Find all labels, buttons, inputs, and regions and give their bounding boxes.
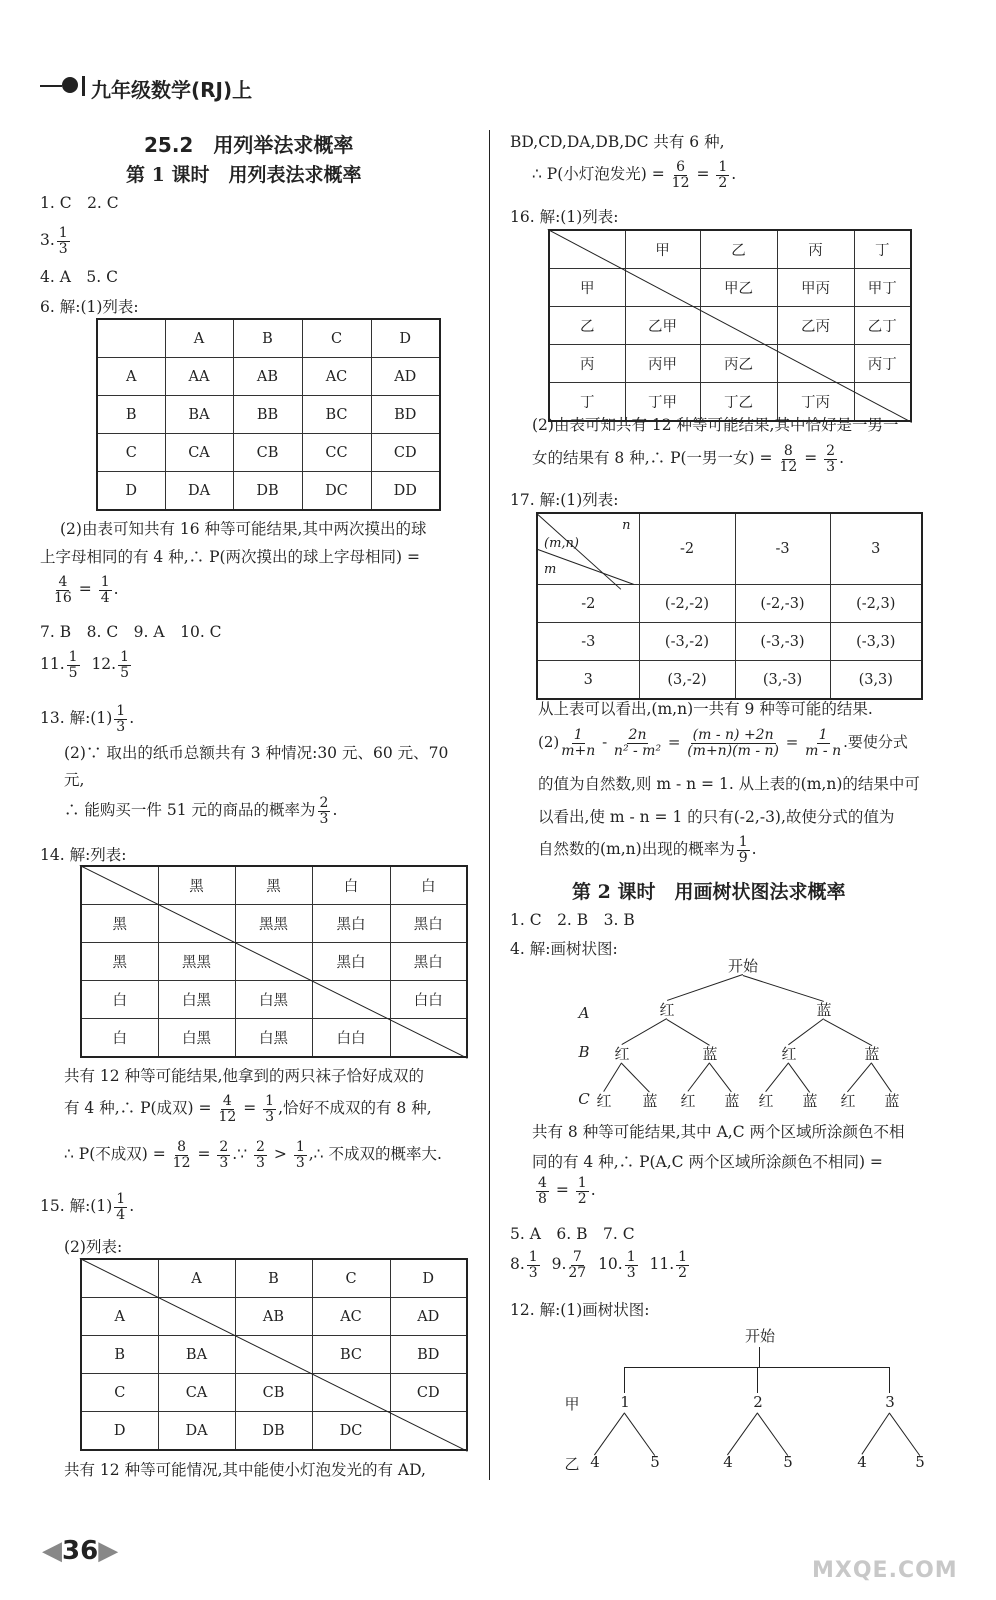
tree-branch [709, 1063, 732, 1093]
table-row [81, 1374, 467, 1412]
table-cell: 黑黑 [158, 943, 235, 981]
table-cell: 白白 [312, 1019, 390, 1058]
table-row [81, 866, 467, 905]
table-cell: 白 [390, 866, 467, 905]
tree-node: 蓝 [724, 1092, 740, 1110]
table-cell: 白 [312, 866, 390, 905]
table-cell: 黑白 [312, 905, 390, 943]
tree-branch [667, 974, 743, 1001]
q4-line1: 共有 8 种等可能结果,其中 A,C 两个区域所涂颜色不相 [532, 1123, 905, 1141]
q12-head: 12. 解:(1)画树状图: [510, 1301, 650, 1319]
table-cell: A [158, 1259, 235, 1298]
table-cell: 白 [81, 981, 158, 1019]
table-cell: 丁甲 [625, 383, 700, 422]
table-cell: 黑 [235, 866, 312, 905]
q6-part2-line1: (2)由表可知共有 16 种等可能结果,其中两次摸出的球 [60, 520, 427, 538]
table-cell: 黑白 [390, 905, 467, 943]
table-cell: AB [235, 1298, 312, 1336]
table-cell: AB [233, 358, 302, 396]
q15-continued: BD,CD,DA,DB,DC 共有 6 种, [510, 133, 725, 151]
answers-4-5: 4. A 5. C [40, 268, 118, 286]
table-cell: 白黑 [158, 981, 235, 1019]
tree-level-label: A [578, 1004, 590, 1022]
table-cell: (-3,-2) [639, 623, 735, 661]
tree-branch [824, 1019, 872, 1046]
answer-3: 3. $\frac{1}{3}$ [40, 225, 68, 257]
table-row [549, 269, 911, 307]
tree-level-label: B [578, 1043, 590, 1061]
table-cell: D [97, 472, 165, 511]
table-cell: -3 [537, 623, 639, 661]
table-cell: 白黑 [158, 1019, 235, 1058]
tree-branch [666, 1019, 710, 1046]
q16-part2-line2: 女的结果有 8 种,∴ P(一男一女) = $\frac{8}{12}$ = $\frac{2}{3}$ . [532, 443, 845, 475]
tree-branch [889, 1413, 920, 1456]
table-cell: CA [165, 434, 233, 472]
tree-branch [594, 1412, 625, 1455]
table-cell: DC [312, 1412, 390, 1451]
table-cell: 白黑 [235, 981, 312, 1019]
tree-branch [889, 1367, 890, 1393]
q6-part2-line2: 上字母相同的有 4 种,∴ P(两次摸出的球上字母相同) = [40, 548, 421, 566]
table-cell: 黑 [81, 943, 158, 981]
tree-branch [847, 1062, 872, 1092]
tree-node: 红 [781, 1045, 797, 1063]
table-cell: 甲丙 [777, 269, 854, 307]
tree-node: 蓝 [816, 1001, 832, 1019]
table-cell: B [235, 1259, 312, 1298]
lesson2-title: 第 2 课时 用画树状图法求概率 [572, 881, 846, 903]
table-cell: AD [390, 1298, 467, 1336]
tree-diagram-q12 [560, 1325, 940, 1475]
tree-node: 4 [857, 1453, 867, 1471]
table-q17-head: 3 [830, 513, 922, 585]
tree-node: 开始 [727, 957, 759, 975]
table-cell [625, 269, 700, 307]
table-row [97, 434, 440, 472]
table-cell: (-2,3) [830, 585, 922, 623]
table-cell: 丁 [549, 383, 625, 422]
table-cell: AC [312, 1298, 390, 1336]
q15-line-bottom: 共有 12 种等可能情况,其中能使小灯泡发光的有 AD, [64, 1461, 426, 1479]
q13-part2-line2: 元, [64, 771, 85, 789]
q6-head: 6. 解:(1)列表: [40, 298, 139, 316]
table-cell: D [390, 1259, 467, 1298]
table-cell: A [165, 319, 233, 358]
table-cell: C [97, 434, 165, 472]
table-cell: 甲乙 [700, 269, 777, 307]
tree-branch [759, 1347, 760, 1367]
table-cell [777, 345, 854, 383]
table-cell: 乙 [549, 307, 625, 345]
table-cell: BC [312, 1336, 390, 1374]
table-row [537, 661, 922, 700]
table-row [549, 230, 911, 269]
answers-7-10: 7. B 8. C 9. A 10. C [40, 623, 222, 641]
table-cell: 丙甲 [625, 345, 700, 383]
tree-branch [624, 1367, 625, 1393]
table-cell: A [97, 358, 165, 396]
tree-node: 红 [840, 1092, 856, 1110]
table-cell: (3,3) [830, 661, 922, 700]
q15-part1: 15. 解:(1) $\frac{1}{4}$ . [40, 1191, 135, 1223]
table-cell: AA [165, 358, 233, 396]
table-q6 [96, 318, 441, 511]
table-row [537, 623, 922, 661]
q4-line2: 同的有 4 种,∴ P(A,C 两个区域所涂颜色不相同) = [532, 1153, 883, 1171]
table-row [81, 1259, 467, 1298]
tree-branch [861, 1412, 890, 1455]
table-cell: (3,-3) [735, 661, 830, 700]
q13-part1: 13. 解:(1) $\frac{1}{3}$ . [40, 703, 135, 735]
table-cell: 甲 [549, 269, 625, 307]
q4-head: 4. 解:画树状图: [510, 940, 618, 958]
tree-level-label: 乙 [564, 1455, 580, 1473]
q17-line4: 以看出,使 m - n = 1 的只有(-2,-3),故使分式的值为 [538, 808, 895, 826]
tree-node: 2 [753, 1393, 763, 1411]
table-cell: 白白 [390, 981, 467, 1019]
table-cell: 丙丁 [854, 345, 911, 383]
table-cell: CC [302, 434, 371, 472]
table-cell: 甲 [625, 230, 700, 269]
tree-branch [624, 1413, 655, 1456]
q14-line1: 共有 12 种等可能结果,他拿到的两只袜子恰好成双的 [64, 1067, 425, 1085]
q17-line5: 自然数的(m,n)出现的概率为 $\frac{1}{9}$ . [538, 834, 757, 866]
tree-node: 蓝 [702, 1045, 718, 1063]
table-cell: (-3,-3) [735, 623, 830, 661]
q14-head: 14. 解:列表: [40, 846, 127, 864]
q17-line1: 从上表可以看出,(m,n)一共有 9 种等可能的结果. [538, 700, 873, 718]
section-title: 25.2 用列举法求概率 [144, 133, 354, 157]
q14-line2: 有 4 种,∴ P(成双) = $\frac{4}{12}$ = $\frac{1}{3}$ ,恰好不成双的有 8 种, [64, 1093, 432, 1125]
q6-part2-line3: $\frac{4}{16}$ = $\frac{1}{4}$ . [54, 574, 119, 606]
tree-diagram-q4 [560, 955, 920, 1115]
table-cell: 甲丁 [854, 269, 911, 307]
q13-part2-line1: (2)∵ 取出的纸币总额共有 3 种情况:30 元、60 元、70 [64, 744, 449, 762]
table-cell: (3,-2) [639, 661, 735, 700]
tree-branch [871, 1063, 892, 1093]
table-cell: 丁乙 [700, 383, 777, 422]
table-cell: -2 [537, 585, 639, 623]
table-cell: D [81, 1412, 158, 1451]
answers-1-2: 1. C 2. C [40, 194, 119, 212]
table-cell: 黑黑 [235, 905, 312, 943]
tree-node: 蓝 [884, 1092, 900, 1110]
table-cell: 乙 [700, 230, 777, 269]
table-cell: 白 [81, 1019, 158, 1058]
tree-branch [743, 975, 824, 1002]
table-cell: BD [371, 396, 440, 434]
lesson1-title: 第 1 课时 用列表法求概率 [126, 164, 362, 186]
table-cell [700, 307, 777, 345]
q15-part2: (2)列表: [64, 1238, 123, 1256]
q17-head: 17. 解:(1)列表: [510, 491, 619, 509]
table-row [97, 319, 440, 358]
tree-branch [757, 1413, 788, 1456]
table-cell: 乙甲 [625, 307, 700, 345]
table-cell: C [81, 1374, 158, 1412]
table-cell: 3 [537, 661, 639, 700]
tree-node: 5 [783, 1453, 793, 1471]
table-row [537, 585, 922, 623]
table-cell: AC [302, 358, 371, 396]
table-cell: 丁丙 [777, 383, 854, 422]
table-cell: CD [371, 434, 440, 472]
header-title: 九年级数学(RJ)上 [91, 78, 253, 102]
table-cell: CD [390, 1374, 467, 1412]
table-cell: 黑 [81, 905, 158, 943]
table-cell: DB [235, 1412, 312, 1451]
tree-branch [603, 1062, 622, 1092]
table-cell: CA [158, 1374, 235, 1412]
table-cell: BC [302, 396, 371, 434]
tree-node: 红 [680, 1092, 696, 1110]
tree-node: 3 [885, 1393, 895, 1411]
q14-line3: ∴ P(不成双) = $\frac{8}{12}$ = $\frac{2}{3}$ .∵ $\frac{2}{3}$ > $\frac{1}{3}$ ,∴ 不成双的概率大. [64, 1139, 442, 1171]
table-cell: 黑白 [390, 943, 467, 981]
tree-branch [757, 1367, 758, 1393]
q15-result: ∴ P(小灯泡发光) = $\frac{6}{12}$ = $\frac{1}{2}$ . [532, 159, 737, 191]
table-cell: 丙 [549, 345, 625, 383]
tree-branch [622, 1018, 667, 1045]
tree-branch [621, 1063, 650, 1093]
table-row [549, 345, 911, 383]
q16-part2-line1: (2)由表可知共有 12 种等可能结果,其中恰好是一男一 [532, 416, 899, 434]
table-q17 [536, 512, 921, 700]
table-cell: C [302, 319, 371, 358]
table-row [81, 1019, 467, 1058]
tree-node: 开始 [744, 1327, 776, 1345]
tree-node: 蓝 [642, 1092, 658, 1110]
table-row [81, 981, 467, 1019]
tree-branch [788, 1063, 810, 1093]
table-cell [97, 319, 165, 358]
table-cell: A [81, 1298, 158, 1336]
tree-node: 红 [758, 1092, 774, 1110]
table-cell: C [312, 1259, 390, 1298]
table-cell: BB [233, 396, 302, 434]
tree-node: 红 [659, 1001, 675, 1019]
answers-8-11-lesson2: 8. $\frac{1}{3}$ 9. $\frac{7}{27}$ 10. $\frac{1}{3}$ 11. $\frac{1}{2}$ [510, 1249, 688, 1281]
answers-5-7-lesson2: 5. A 6. B 7. C [510, 1225, 635, 1243]
table-cell: B [81, 1336, 158, 1374]
table-cell: 丙 [777, 230, 854, 269]
table-row [81, 1298, 467, 1336]
tree-node: 4 [590, 1453, 600, 1471]
table-cell: DB [233, 472, 302, 511]
table-q17-head: -3 [735, 513, 830, 585]
header-ornament [40, 76, 90, 96]
table-cell: (-2,-2) [639, 585, 735, 623]
tree-branch [788, 1018, 824, 1045]
tree-level-label: C [578, 1090, 590, 1108]
answers-1-3-lesson2: 1. C 2. B 3. B [510, 911, 635, 929]
q17-line3: 的值为自然数,则 m - n = 1. 从上表的(m,n)的结果中可 [538, 775, 920, 793]
q16-head: 16. 解:(1)列表: [510, 208, 619, 226]
q17-part2-formula: (2) $\frac{1}{m+n}$ - $\frac{2n}{\text{n² - m²}}$ = $\frac{(m - n) +2n}{(m+n)(m - n)}$ = $\frac{1}{m - n}$ .要使分式 [538, 727, 908, 759]
tree-branch [727, 1412, 758, 1455]
table-cell: D [371, 319, 440, 358]
table-q17-head: -2 [639, 513, 735, 585]
table-row [81, 905, 467, 943]
tree-node: 蓝 [802, 1092, 818, 1110]
table-row [97, 358, 440, 396]
tree-node: 1 [620, 1393, 630, 1411]
answers-11-12: 11. $\frac{1}{5}$ 12. $\frac{1}{5}$ [40, 649, 130, 681]
table-cell: B [97, 396, 165, 434]
tree-node: 红 [596, 1092, 612, 1110]
table-row [97, 396, 440, 434]
watermark-logo: MXQE.COM [812, 1558, 958, 1583]
tree-level-label: 甲 [564, 1395, 580, 1413]
table-cell: 乙丁 [854, 307, 911, 345]
table-row [81, 1412, 467, 1451]
table-cell: BA [158, 1336, 235, 1374]
table-cell: BD [390, 1336, 467, 1374]
table-q17-corner: n (m,n) m [537, 513, 639, 585]
table-cell: DD [371, 472, 440, 511]
tree-node: 蓝 [864, 1045, 880, 1063]
table-cell: 乙丙 [777, 307, 854, 345]
tree-node: 5 [915, 1453, 925, 1471]
table-cell: CB [233, 434, 302, 472]
table-cell: 白黑 [235, 1019, 312, 1058]
table-cell: DC [302, 472, 371, 511]
page-number: ◀36▶ [42, 1536, 119, 1566]
tree-node: 5 [650, 1453, 660, 1471]
tree-branch [765, 1062, 789, 1092]
table-row [97, 472, 440, 511]
table-cell: DA [158, 1412, 235, 1451]
table-cell: DA [165, 472, 233, 511]
table-cell: (-3,3) [830, 623, 922, 661]
table-cell: 丙乙 [700, 345, 777, 383]
tree-node: 4 [723, 1453, 733, 1471]
table-cell: (-2,-3) [735, 585, 830, 623]
table-cell: AD [371, 358, 440, 396]
table-cell: 黑 [158, 866, 235, 905]
q4-line3: $\frac{4}{8}$ = $\frac{1}{2}$ . [538, 1175, 596, 1207]
tree-node: 红 [614, 1045, 630, 1063]
table-cell: B [233, 319, 302, 358]
table-cell: BA [165, 396, 233, 434]
tree-branch [687, 1062, 710, 1092]
column-divider [489, 130, 490, 1480]
table-cell: 丁 [854, 230, 911, 269]
table-cell: 黑白 [312, 943, 390, 981]
table-cell: CB [235, 1374, 312, 1412]
q13-part2-line3: ∴ 能购买一件 51 元的商品的概率为 $\frac{2}{3}$ . [64, 795, 338, 827]
